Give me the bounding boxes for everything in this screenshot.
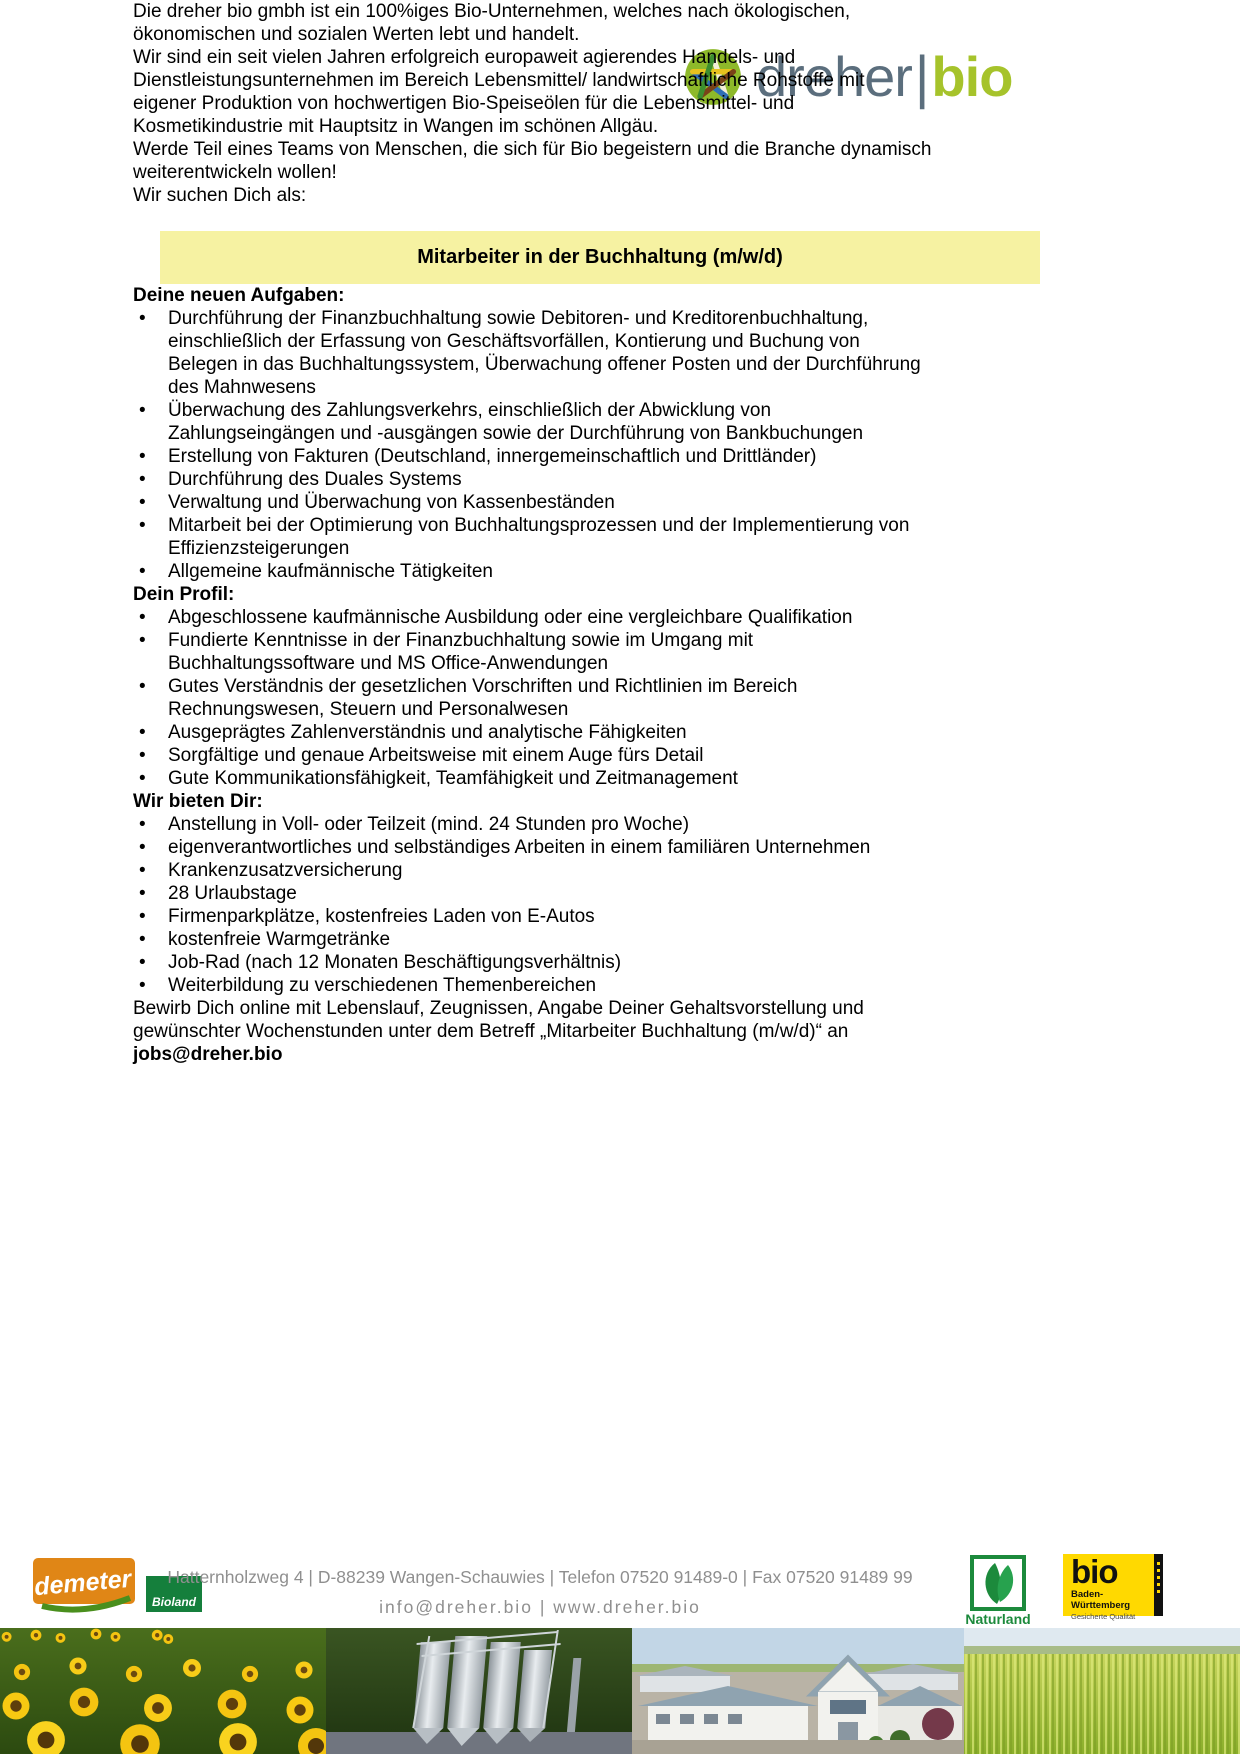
list-item: • Abgeschlossene kaufmännische Ausbildung oder eine vergleichbare Qualifikation [168, 606, 933, 629]
list-item: • Verwaltung und Überwachung von Kassenbeständen [168, 491, 933, 514]
application-instructions [133, 997, 933, 1066]
photo-wheat-field [964, 1628, 1240, 1754]
brand-dreher: dreher [756, 45, 912, 108]
job-ad-body [133, 0, 933, 1066]
footer [0, 1552, 1240, 1628]
footer-website[interactable]: www.dreher.bio [553, 1597, 701, 1617]
list-item: • Fundierte Kenntnisse in der Finanzbuchhaltung sowie im Umgang mit Buchhaltungssoftware und MS Office-Anwendungen [168, 629, 933, 675]
brand-separator: | [914, 43, 929, 110]
bio-bw-region: Baden-Württemberg [1071, 1589, 1131, 1611]
section-heading-tasks: Deine neuen Aufgaben: [133, 285, 345, 306]
demeter-logo [30, 1556, 140, 1618]
photo-strip [0, 1628, 1240, 1754]
bio-bw-wordmark: bio [1071, 1553, 1118, 1590]
list-item: • Sorgfältige und genaue Arbeitsweise mit einem Auge fürs Detail [168, 744, 933, 767]
svg-text:Bioland: Bioland [152, 1595, 196, 1609]
list-item: • Mitarbeit bei der Optimierung von Buchhaltungsprozessen und der Implementierung von Effizienzsteigerungen [168, 514, 933, 560]
list-item: • Ausgeprägtes Zahlenverständnis und analytische Fähigkeiten [168, 721, 933, 744]
footer-separator: | [539, 1597, 547, 1617]
intro-paragraph-2: Wir sind ein seit vielen Jahren erfolgreich europaweit agierendes Handels- und Dienstleistungsunternehmen im Bereich Lebensmittel/ landwirtschaftliche Rohstoffe mit eigener Produktion von hochwertigen Bio-Speiseölen für die Lebensmittel- und Kosmetikindustrie mit Hauptsitz in Wangen im schönen Allgäu. [133, 47, 865, 137]
application-text: Bewirb Dich online mit Lebenslauf, Zeugnissen, Angabe Deiner Gehaltsvorstellung und gewünschter Wochenstunden unter dem Betreff „Mitarbeiter Buchhaltung (m/w/d)“ an [133, 998, 864, 1042]
photo-sunflower-field [0, 1628, 326, 1754]
intro-paragraph-1: Die dreher bio gmbh ist ein 100%iges Bio-Unternehmen, welches nach ökologischen, ökonomischen und sozialen Werten lebt und handelt. [133, 1, 851, 45]
list-item: • Firmenparkplätze, kostenfreies Laden von E-Autos [168, 905, 933, 928]
naturland-logo [943, 1554, 1053, 1628]
list-item: • Job-Rad (nach 12 Monaten Beschäftigungsverhältnis) [168, 951, 933, 974]
list-item: • Gutes Verständnis der gesetzlichen Vorschriften und Richtlinien im Bereich Rechnungswesen, Steuern und Personalwesen [168, 675, 933, 721]
list-item: • 28 Urlaubstage [168, 882, 933, 905]
intro-lead-in: Wir suchen Dich als: [133, 185, 307, 206]
footer-address-line: Hatternholzweg 4 | D-88239 Wangen-Schauwies | Telefon 07520 91489-0 | Fax 07520 91489 99 [167, 1567, 913, 1587]
list-item: • Erstellung von Fakturen (Deutschland, innergemeinschaftlich und Drittländer) [168, 445, 933, 468]
intro-paragraph-3: Werde Teil eines Teams von Menschen, die sich für Bio begeistern und die Branche dynamisch weiterentwickeln wollen! [133, 139, 932, 183]
application-email-link[interactable]: jobs@dreher.bio [133, 1044, 283, 1065]
photo-grain-silos [326, 1628, 632, 1754]
svg-text:Naturland: Naturland [965, 1611, 1031, 1627]
list-item: • Gute Kommunikationsfähigkeit, Teamfähigkeit und Zeitmanagement [168, 767, 933, 790]
photo-company-building [632, 1628, 964, 1754]
list-item: • Weiterbildung zu verschiedenen Themenbereichen [168, 974, 933, 997]
list-item: • Anstellung in Voll- oder Teilzeit (mind. 24 Stunden pro Woche) [168, 813, 933, 836]
profile-list [133, 606, 933, 790]
job-title: Mitarbeiter in der Buchhaltung (m/w/d) [417, 246, 783, 268]
list-item: • Überwachung des Zahlungsverkehrs, einschließlich der Abwicklung von Zahlungseingängen und -ausgängen sowie der Durchführung von Bankbuchungen [168, 399, 933, 445]
section-heading-profile: Dein Profil: [133, 584, 235, 605]
list-item: • Krankenzusatzversicherung [168, 859, 933, 882]
job-title-banner [160, 231, 1040, 284]
offer-list [133, 813, 933, 997]
footer-contact-line [140, 1596, 940, 1618]
list-item: • Durchführung des Duales Systems [168, 468, 933, 491]
bio-baden-wuerttemberg-logo [1063, 1553, 1163, 1621]
list-item: • Durchführung der Finanzbuchhaltung sowie Debitoren- und Kreditorenbuchhaltung, einschließlich der Erfassung von Geschäftsvorfällen, Kontierung und Buchung von Belegen in das Buchhaltungssystem, Überwachung offener Posten und der Durchführung des Mahnwesens [168, 307, 933, 399]
footer-address-block [140, 1566, 940, 1618]
list-item: • Allgemeine kaufmännische Tätigkeiten [168, 560, 933, 583]
brand-bio: bio [931, 45, 1013, 108]
list-item: • kostenfreie Warmgetränke [168, 928, 933, 951]
section-heading-offer: Wir bieten Dir: [133, 791, 263, 812]
svg-text:demeter: demeter [33, 1564, 133, 1602]
footer-email[interactable]: info@dreher.bio [379, 1597, 533, 1617]
bio-bw-claim: Gesicherte Qualität [1071, 1612, 1136, 1621]
tasks-list [133, 307, 933, 583]
list-item: • eigenverantwortliches und selbständiges Arbeiten in einem familiären Unternehmen [168, 836, 933, 859]
bio-bw-strip [1154, 1554, 1163, 1616]
